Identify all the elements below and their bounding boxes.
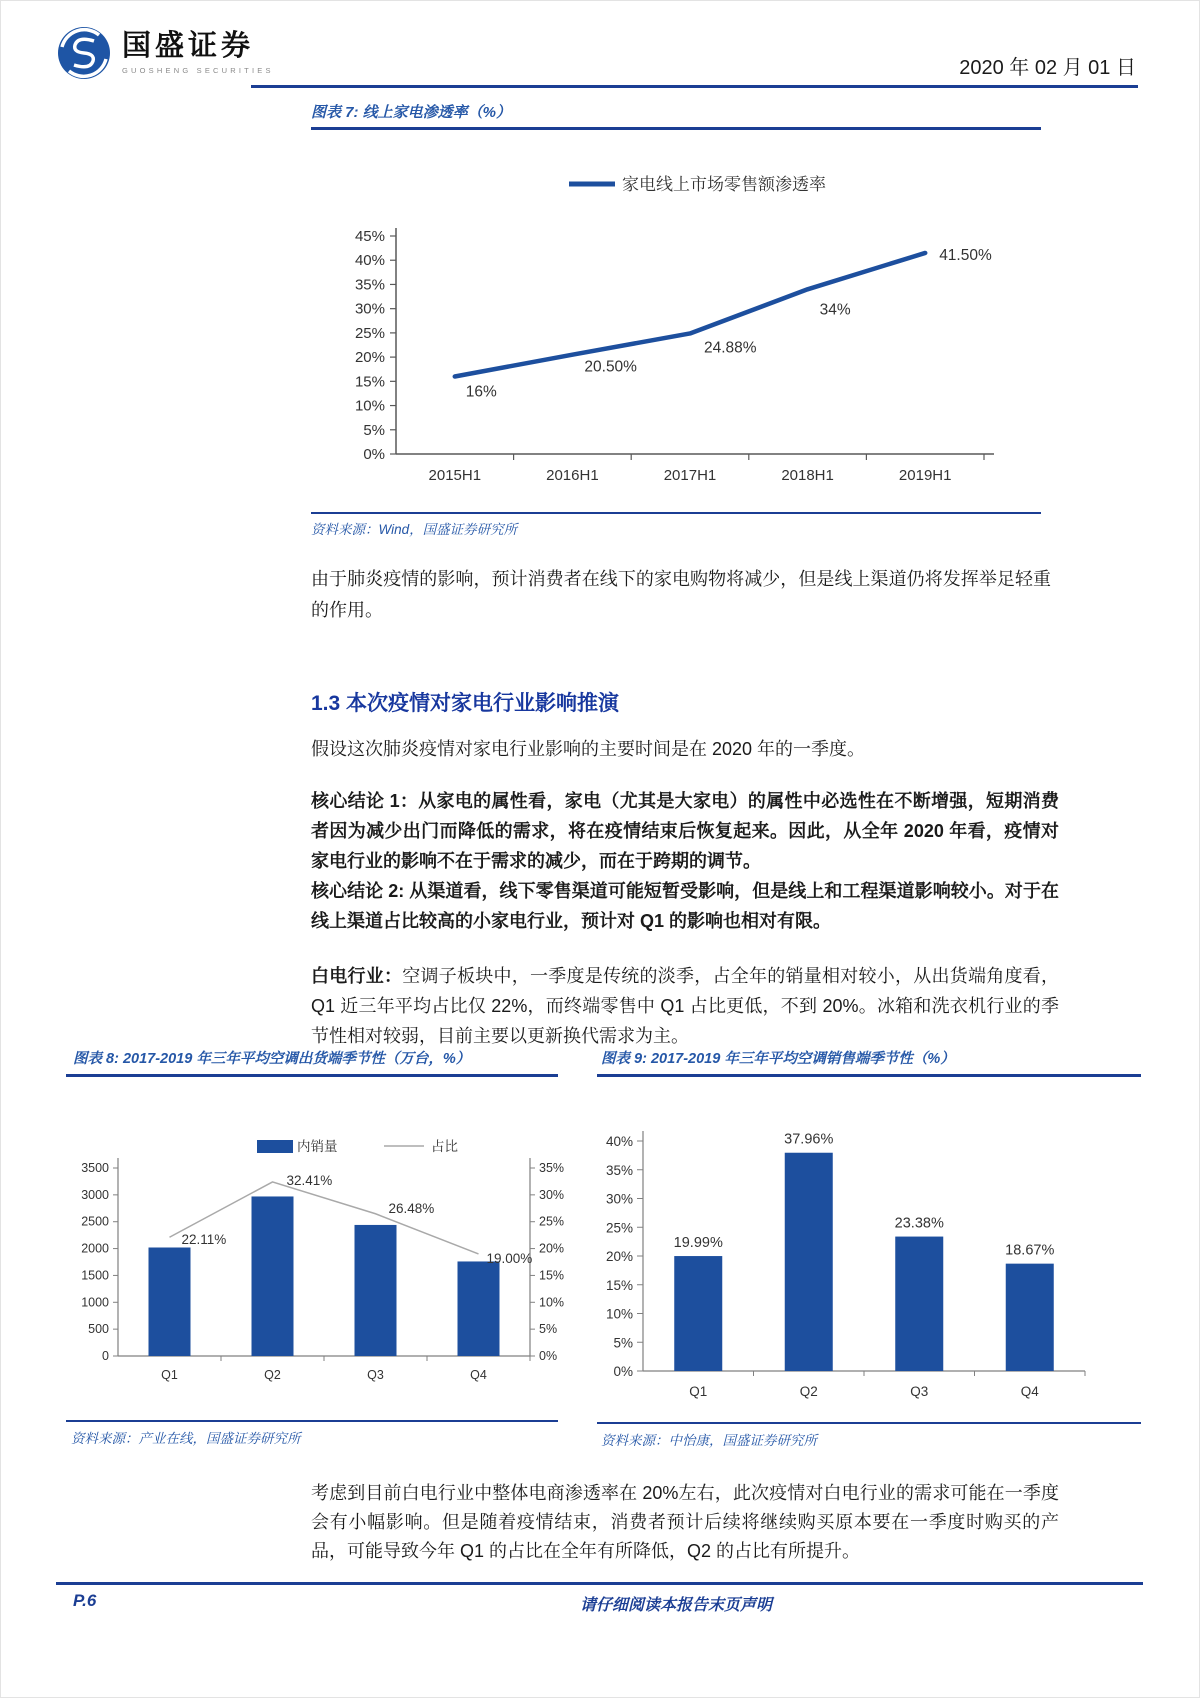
svg-text:18.67%: 18.67% (1005, 1242, 1055, 1259)
svg-text:35%: 35% (539, 1161, 565, 1175)
svg-text:Q2: Q2 (799, 1384, 818, 1399)
svg-text:2019H1: 2019H1 (898, 467, 952, 484)
svg-text:20%: 20% (605, 1249, 633, 1264)
svg-text:16%: 16% (465, 383, 497, 401)
figure7-caption: 图表 7: 线上家电渗透率（%） (311, 104, 512, 121)
svg-text:0%: 0% (539, 1349, 558, 1363)
svg-text:22.11%: 22.11% (181, 1232, 227, 1248)
svg-text:30%: 30% (605, 1191, 633, 1207)
svg-text:家电线上市场零售额渗透率: 家电线上市场零售额渗透率 (622, 175, 826, 194)
white-goods-text: 空调子板块中，一季度是传统的淡季，占全年的销量相对较小，从出货端角度看，Q1 近三年平均占比仅 22%，而终端零售中 Q1 占比更低，不到 20%。冰箱和洗衣机行业的季节性相对较弱，目前主要以更新换代需求为主。 (311, 966, 1059, 1046)
svg-text:2016H1: 2016H1 (546, 467, 599, 484)
figure9-source-rule (597, 1422, 1141, 1424)
core-conclusions (311, 786, 1059, 936)
svg-text:2018H1: 2018H1 (781, 467, 834, 484)
svg-text:Q2: Q2 (264, 1368, 281, 1382)
svg-text:15%: 15% (605, 1277, 633, 1293)
svg-text:Q1: Q1 (161, 1368, 178, 1382)
figure7-source: 资料来源：Wind，国盛证券研究所 (311, 522, 518, 537)
svg-text:10%: 10% (605, 1306, 633, 1322)
section-heading-1-3: 1.3 本次疫情对家电行业影响推演 (311, 692, 620, 715)
svg-text:2017H1: 2017H1 (663, 467, 717, 484)
svg-text:1500: 1500 (81, 1268, 109, 1283)
svg-text:Q4: Q4 (470, 1368, 487, 1382)
paragraph-white-goods (311, 961, 1059, 1051)
svg-text:15%: 15% (539, 1268, 565, 1283)
svg-text:3500: 3500 (81, 1161, 109, 1175)
figure7-caption-rule (311, 127, 1041, 130)
svg-text:20.50%: 20.50% (584, 358, 637, 376)
figure8-bar-line-chart (69, 1083, 569, 1403)
svg-text:19.00%: 19.00% (486, 1250, 533, 1266)
svg-text:20%: 20% (354, 349, 385, 367)
figure8-source: 资料来源：产业在线，国盛证券研究所 (71, 1431, 301, 1446)
footer-disclaimer: 请仔细阅读本报告末页声明 (579, 1597, 772, 1614)
svg-text:3000: 3000 (81, 1187, 109, 1202)
logo-name-cn: 国盛证券 (122, 30, 255, 63)
paragraph-assumption: 假设这次肺炎疫情对家电行业影响的主要时间是在 2020 年的一季度。 (311, 739, 866, 759)
svg-text:Q4: Q4 (1020, 1384, 1039, 1399)
svg-text:500: 500 (88, 1322, 109, 1337)
svg-text:5%: 5% (613, 1335, 633, 1351)
svg-text:内销量: 内销量 (297, 1139, 338, 1154)
svg-text:24.88%: 24.88% (704, 339, 757, 357)
svg-text:19.99%: 19.99% (673, 1235, 723, 1252)
svg-text:2000: 2000 (81, 1241, 109, 1256)
svg-text:Q1: Q1 (689, 1384, 708, 1399)
report-date: 2020 年 02 月 01 日 (959, 57, 1136, 79)
svg-text:26.48%: 26.48% (388, 1200, 435, 1216)
core-conclusion-1: 核心结论 1：从家电的属性看，家电（尤其是大家电）的属性中必选性在不断增强，短期消费者因为减少出门而降低的需求，将在疫情结束后恢复起来。因此，从全年 2020 年看，疫情对家电行业的影响不在于需求的减少，而在于跨期的调节。 (311, 791, 1059, 871)
white-goods-lead: 白电行业： (311, 966, 403, 986)
logo-text (122, 31, 274, 75)
svg-text:2500: 2500 (81, 1214, 109, 1229)
core-conclusion-2: 核心结论 2: 从渠道看，线下零售渠道可能短暂受影响，但是线上和工程渠道影响较小。对于在线上渠道占比较高的小家电行业，预计对 Q1 的影响也相对有限。 (311, 881, 1059, 931)
paragraph-online-channel: 由于肺炎疫情的影响，预计消费者在线下的家电购物将减少，但是线上渠道仍将发挥举足轻重的作用。 (311, 569, 1051, 620)
figure8-caption-rule (66, 1074, 558, 1077)
svg-text:40%: 40% (605, 1134, 633, 1149)
svg-text:25%: 25% (539, 1214, 565, 1229)
svg-text:23.38%: 23.38% (894, 1215, 944, 1232)
svg-text:45%: 45% (354, 228, 385, 245)
footer-divider (56, 1582, 1143, 1585)
figure7-source-rule (311, 512, 1041, 514)
svg-text:Q3: Q3 (367, 1368, 384, 1382)
company-logo (56, 25, 274, 81)
svg-text:25%: 25% (354, 324, 385, 342)
guosheng-logo-icon (56, 25, 112, 81)
svg-text:5%: 5% (363, 421, 385, 439)
svg-text:占比: 占比 (431, 1139, 458, 1154)
svg-text:30%: 30% (354, 300, 385, 318)
svg-text:Q3: Q3 (910, 1384, 929, 1399)
figure8-caption: 图表 8: 2017-2019 年三年平均空调出货端季节性（万台，%） (73, 1051, 471, 1067)
svg-text:35%: 35% (605, 1162, 633, 1178)
svg-text:40%: 40% (354, 252, 385, 270)
logo-name-en: GUOSHENG SECURITIES (122, 65, 274, 75)
svg-text:1000: 1000 (81, 1295, 109, 1310)
svg-text:2015H1: 2015H1 (428, 467, 482, 484)
svg-text:34%: 34% (819, 301, 851, 319)
figure9-source: 资料来源：中怡康，国盛证券研究所 (601, 1433, 817, 1448)
figure9-caption: 图表 9: 2017-2019 年三年平均空调销售端季节性（%） (601, 1051, 955, 1067)
svg-text:37.96%: 37.96% (784, 1131, 834, 1148)
figure9-bar-chart (597, 1083, 1149, 1413)
svg-text:25%: 25% (605, 1220, 633, 1236)
page-number: P.6 (73, 1591, 97, 1610)
header-divider (251, 85, 1138, 88)
figure8-source-rule (66, 1420, 558, 1422)
svg-text:0%: 0% (613, 1364, 633, 1379)
svg-text:5%: 5% (539, 1322, 558, 1337)
svg-text:0%: 0% (363, 446, 385, 463)
svg-text:20%: 20% (539, 1241, 565, 1256)
figure9-caption-rule (597, 1074, 1141, 1077)
svg-text:10%: 10% (539, 1295, 565, 1310)
svg-text:10%: 10% (354, 397, 385, 415)
svg-text:32.41%: 32.41% (286, 1172, 333, 1188)
figure7-line-chart (331, 149, 1041, 489)
paragraph-conclusion: 考虑到目前白电行业中整体电商渗透率在 20%左右，此次疫情对白电行业的需求可能在一季度会有小幅影响。但是随着疫情结束，消费者预计后续将继续购买原本要在一季度时购买的产品，可能导致今年 Q1 的占比在全年有所降低，Q2 的占比有所提升。 (311, 1483, 1059, 1561)
svg-text:15%: 15% (354, 373, 385, 391)
svg-text:35%: 35% (354, 276, 385, 294)
svg-text:0: 0 (102, 1349, 109, 1363)
svg-text:41.50%: 41.50% (939, 246, 992, 264)
svg-text:30%: 30% (539, 1187, 565, 1202)
